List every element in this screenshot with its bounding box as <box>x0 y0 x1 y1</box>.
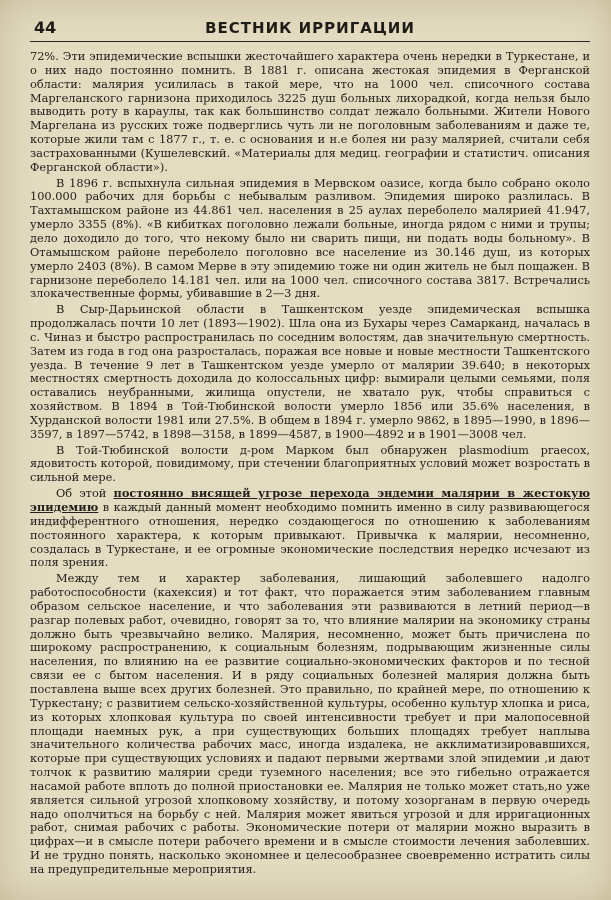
page-number: 44 <box>34 18 57 37</box>
paragraph-5-rest: в каждый данный момент необходимо помнить именно в силу развивающегося индифферентного отношения, нередко создающегося по отношению к заболеваниям постоянного характера, к которым привыкают. Привычка к малярии, несомненно, создалась в Туркестане, и ее огромные экономические последствия нередко исчезают из поля зрения. <box>30 500 590 570</box>
paragraph-5-lead: Об этой <box>56 486 114 501</box>
paragraph-6: Между тем и характер заболевания, лишающий заболевшего надолго работоспособности (кахексия) и тот факт, что поражается этим заболеванием главным образом сельское население, и что заболевания эти развиваются в летний период—в разгар полевых работ, очевидно, говорят за то, что влияние малярии на экономику страны должно быть чрезвычайно велико. Малярия, несомненно, может быть причислена по широкому распространению, к социальным болезням, подрывающим жизненные силы населения, по влиянию на ее развитие социально-экономических факторов и по тесной связи ее с бытом населения. И в ряду социальных болезней малярия должна быть поставлена выше всех других болезней. Это правильно, по крайней мере, по отношению к Туркестану; с развитием сельско-хозяйственной культуры, особенно культур хлопка и риса, из которых хлопковая культура по своей интенсивности требует и при малопосевной площади наемных рук, а при существующих больших площадях требует наплыва значительного количества рабочих масс, иногда издалека, не акклиматизировавшихся, которые при существующих условиях и падают первыми жертвами злой эпидемии ,и дают толчок к развитию малярии среди туземного населения; все это гибельно отражается насамой работе вплоть до полной приостановки ее. Малярия не только может стать,но уже является сильной угрозой хлопковому хозяйству, и потому хозорганам в первую очередь надо ополчиться на борьбу с ней. Малярия может явиться угрозой и для ирригационных работ, снимая рабочих с работы. Экономические потери от малярии можно выразить в цифрах—и в смысле потери рабочего времени и в смысле стоимости лечения заболевших. И не трудно понять, насколько экономнее и целесообразнее своевременно истратить силы на предупредительные мероприятия. <box>30 571 590 876</box>
article-body <box>30 50 590 879</box>
running-header <box>30 17 590 42</box>
emphasized-phrase: постоянно висящей угрозе перехода эндемии малярии в жестокую эпидемию <box>30 486 590 514</box>
paragraph-5 <box>30 487 590 570</box>
journal-title: ВЕСТНИК ИРРИГАЦИИ <box>205 19 415 37</box>
paragraph-2: В 1896 г. вспыхнула сильная эпидемия в Мервском оазисе, когда было собрано около 100.000 рабочих для борьбы с небывалым разливом. Эпидемия широко разлилась. В Тахтамышском районе из 44.861 чел. населения в 25 аулах переболело малярией 41.947, умерло 3355 (8%). «В кибитках поголовно лежали больные, иногда рядом с ними и трупы; дело доходило до того, что некому было ни сварить пищи, ни подать воды больному». В Отамышском районе переболело поголовно все население из 30.146 душ, из которых умерло 2403 (8%). В самом Мерве в эту эпидемию тоже ни один житель не был пощажен. В гарнизоне переболело 14.181 чел. или на 1000 чел. списочного состава 3817. Встречались злокачественные формы, убивавшие в 2—3 дня. <box>30 175 590 301</box>
paragraph-3: В Сыр-Дарьинской области в Ташкентском уезде эпидемическая вспышка продолжалась почти 10 лет (1893—1902). Шла она из Бухары через Самарканд, началась в с. Чиназ и быстро распространилась по соседним волостям, дав значительную смертность. Затем из года в год она разросталась, поражая все новые и новые местности Ташкентского уезда. В течение 9 лет в Ташкентском уезде умерло от малярии 39.640; в некоторых местностях смертность доходила до колоссальных цифр: вымирали целыми семьями, поля оставались неубранными, жилища опустели, не хватало рук, чтобы справиться с хозяйством. В 1894 в Той-Тюбинской волости умерло 1856 или 35.6% населения, в Хурданской волости 1981 или 27.5%. В общем в 1894 г. умерло 9862, в 1895—1990, в 1896—3597, в 1897—5742, в 1898—3158, в 1899—4587, в 1900—4892 и в 1901—3008 чел. <box>30 302 590 441</box>
paragraph-1: 72%. Эти эпидемические вспышки жесточайшего характера очень нередки в Туркестане, и о них надо постоянно помнить. В 1881 г. описана жестокая эпидемия в Ферганской области: малярия усилилась в такой мере, что на 1000 чел. списочного состава Маргеланского гарнизона приходилось 3225 душ больных лихорадкой, когда нельзя было выводить роту в караулы, так как большинство солдат лежало больными. Жители Нового Маргелана из русских тоже подверглись чуть ли не поголовным заболеваниям и даже те, которые жили там с 1877 г., т. е. с основания и н.е болея ни разу малярией, считали себя застрахованными (Кушелевский. «Материалы для медиц. географии и статистич. описания Ферганской области»). <box>30 49 590 174</box>
paragraph-4: В Той-Тюбинской волости д-ром Марком был обнаружен plasmodium praecox, ядовитость которой, повидимому, при стечении благоприятных условий может возростать в сильной мере. <box>30 442 590 485</box>
